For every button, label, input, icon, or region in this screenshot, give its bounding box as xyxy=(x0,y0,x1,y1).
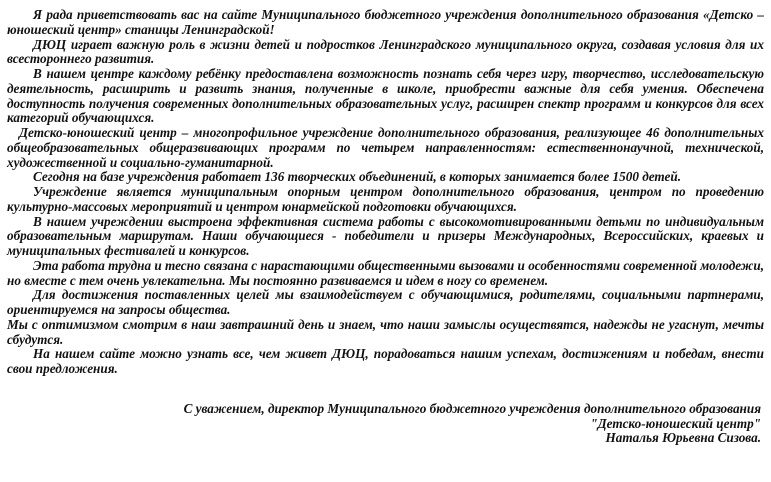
signature-title: С уважением, директор Муниципального бюджетного учреждения дополнительного образования xyxy=(183,400,761,416)
signature-organization: "Детско-юношеский центр" xyxy=(590,415,761,431)
signature-block xyxy=(7,402,764,446)
paragraph-associations: Сегодня на базе учреждения работает 136 творческих объединений, в которых занимается более 1500 детей. xyxy=(33,169,681,185)
paragraph-partners: Для достижения поставленных целей мы взаимодействуем с обучающимися, родителями, социальными партнерами, ориентируемся на запросы общества. xyxy=(7,287,764,317)
paragraph-challenges: Эта работа трудна и тесно связана с нарастающими общественными вызовами и особенностями современной молодежи, но вместе с тем очень увлекательна. Мы постоянно развиваемся и идем в ногу со временем. xyxy=(7,257,764,288)
paragraph-greeting: Я рада приветствовать вас на сайте Муниципального бюджетного учреждения дополнительного образования «Детско – юношеский центр» станицы Ленинградской! xyxy=(7,7,764,37)
paragraph-support-center: Учреждение является муниципальным опорным центром дополнительного образования, центром по проведению культурно-массовых мероприятий и центром юнармейской подготовки обучающихся. xyxy=(7,184,764,214)
signature-name: Наталья Юрьевна Сизова. xyxy=(605,430,761,446)
paragraph-website: На нашем сайте можно узнать все, чем живет ДЮЦ, порадоваться нашим успехам, достижениям и победам, внести свои предложения. xyxy=(7,346,764,376)
paragraph-opportunities: В нашем центре каждому ребёнку предоставлена возможность познать себя через игру, творчество, исследовательскую деятельность, расширить и развить знания, полученные в школе, приобрести важные для себя умения. Обеспечена доступность получения современных дополнительных образовательных услуг, расширен спектр программ и конкурсов для всех категорий обучающихся. xyxy=(7,66,764,126)
paragraph-optimism: Мы с оптимизмом смотрим в наш завтрашний день и знаем, что наши замыслы осуществятся, надежды не угаснут, мечты сбудутся. xyxy=(7,316,764,347)
paragraph-gifted-children: В нашем учреждении выстроена эффективная система работы с высокомотивированными детьми по индивидуальным образовательным маршрутам. Наши обучающиеся - победители и призеры Международных, Всероссийских, краевых и муниципальных фестивалей и конкурсов. xyxy=(7,213,764,258)
paragraph-programs: Детско-юношеский центр – многопрофильное учреждение дополнительного образования, реализующее 46 дополнительных общеобразовательных общеразвивающих программ по четырем направленностям: естественнонаучной, технической, художественной и социально-гуманитарной. xyxy=(7,125,764,170)
paragraph-role: ДЮЦ играет важную роль в жизни детей и подростков Ленинградского муниципального округа, создавая условия для их всестороннего развития. xyxy=(7,36,764,67)
